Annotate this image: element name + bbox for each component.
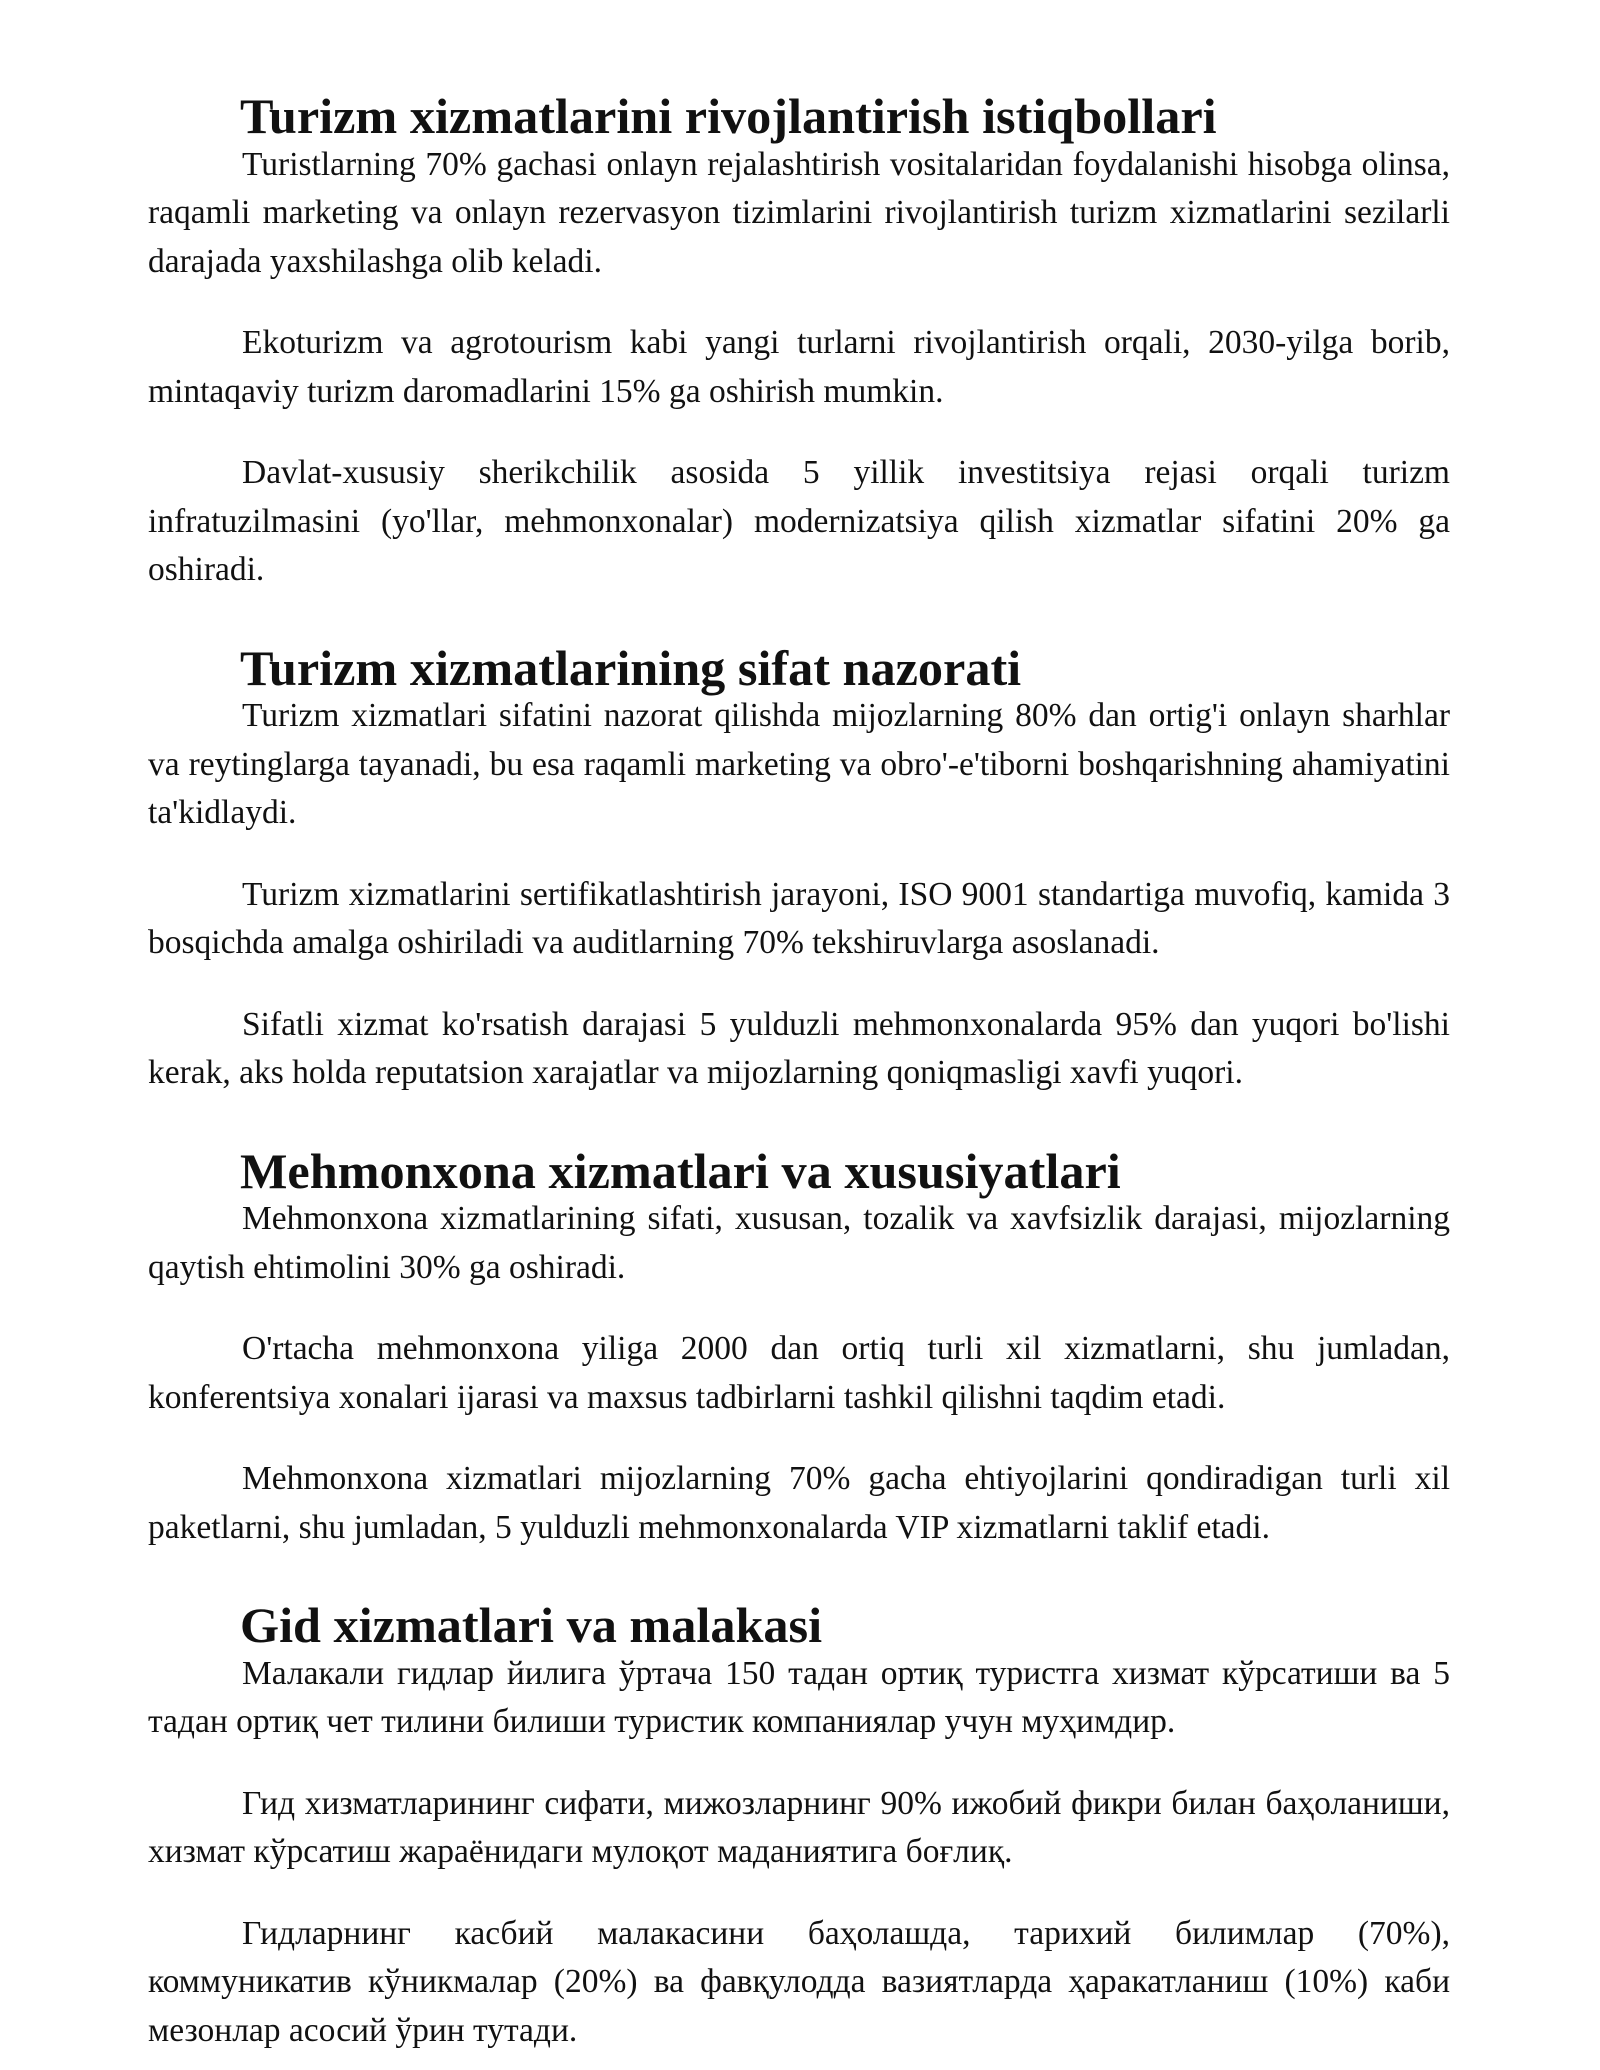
section-tourism-development: [148, 88, 1450, 595]
section-quality-control: [148, 639, 1450, 1098]
paragraph: Turistlarning 70% gachasi onlayn rejalashtirish vositalaridan foydalanishi hisobga olinsa, raqamli marketing va onlayn rezervasyon tizimlarini rivojlantirish turizm xizmatlarini sezilarli darajada yaxshilashga olib keladi.: [148, 145, 1450, 280]
document-page: [148, 88, 1450, 2055]
paragraph: Mehmonxona xizmatlari mijozlarning 70% gacha ehtiyojlarini qondiradigan turli xil paketlarni, shu jumladan, 5 yulduzli mehmonxonalarda VIP xizmatlarni taklif etadi.: [148, 1460, 1450, 1546]
section-heading: Turizm xizmatlarining sifat nazorati: [240, 639, 1022, 696]
section-heading: Mehmonxona xizmatlari va xususiyatlari: [240, 1142, 1121, 1199]
section-guide-services: [148, 1597, 1450, 2055]
paragraph: O'rtacha mehmonxona yiliga 2000 dan ortiq turli xil xizmatlarni, shu jumladan, konferentsiya xonalari ijarasi va maxsus tadbirlarni tashkil qilishni taqdim etadi.: [148, 1330, 1450, 1416]
paragraph: Turizm xizmatlarini sertifikatlashtirish jarayoni, ISO 9001 standartiga muvofiq, kamida 3 bosqichda amalga oshiriladi va auditlarning 70% tekshiruvlarga asoslanadi.: [148, 875, 1450, 961]
section-hotel-services: [148, 1142, 1450, 1553]
paragraph: Davlat-xususiy sherikchilik asosida 5 yillik investitsiya rejasi orqali turizm infratuzilmasini (yo'llar, mehmonxonalar) modernizatsiya qilish xizmatlar sifatini 20% ga oshiradi.: [148, 454, 1450, 588]
paragraph: Mehmonxona xizmatlarining sifati, xususan, tozalik va xavfsizlik darajasi, mijozlarning qaytish ehtimolini 30% ga oshiradi.: [148, 1200, 1450, 1286]
section-heading: Gid xizmatlari va malakasi: [240, 1597, 823, 1653]
paragraph: Малакали гидлар йилига ўртача 150 тадан ортиқ туристга хизмат кўрсатиши ва 5 тадан ортиқ чет тилини билиши туристик компаниялар учун муҳимдир.: [148, 1654, 1450, 1740]
paragraph: Гидларнинг касбий малакасини баҳолашда, тарихий билимлар (70%), коммуникатив кўникмалар (20%) ва фавқулодда вазиятларда ҳаракатланиш (10%) каби мезонлар асосий ўрин тутади.: [148, 1914, 1450, 2049]
paragraph: Гид хизматларининг сифати, мижозларнинг 90% ижобий фикри билан баҳоланиши, хизмат кўрсатиш жараёнидаги мулоқот маданиятига боғлиқ.: [148, 1784, 1450, 1870]
paragraph: Ekoturizm va agrotourism kabi yangi turlarni rivojlantirish orqali, 2030-yilga borib, mintaqaviy turizm daromadlarini 15% ga oshirish mumkin.: [148, 324, 1450, 410]
section-heading: Turizm xizmatlarini rivojlantirish istiqbollari: [240, 88, 1217, 144]
paragraph: Sifatli xizmat ko'rsatish darajasi 5 yulduzli mehmonxonalarda 95% dan yuqori bo'lishi kerak, aks holda reputatsion xarajatlar va mijozlarning qoniqmasligi xavfi yuqori.: [148, 1005, 1450, 1091]
paragraph: Turizm xizmatlari sifatini nazorat qilishda mijozlarning 80% dan ortig'i onlayn sharhlar va reytinglarga tayanadi, bu esa raqamli marketing va obro'-e'tiborni boshqarishning ahamiyatini ta'kidlaydi.: [148, 697, 1450, 831]
